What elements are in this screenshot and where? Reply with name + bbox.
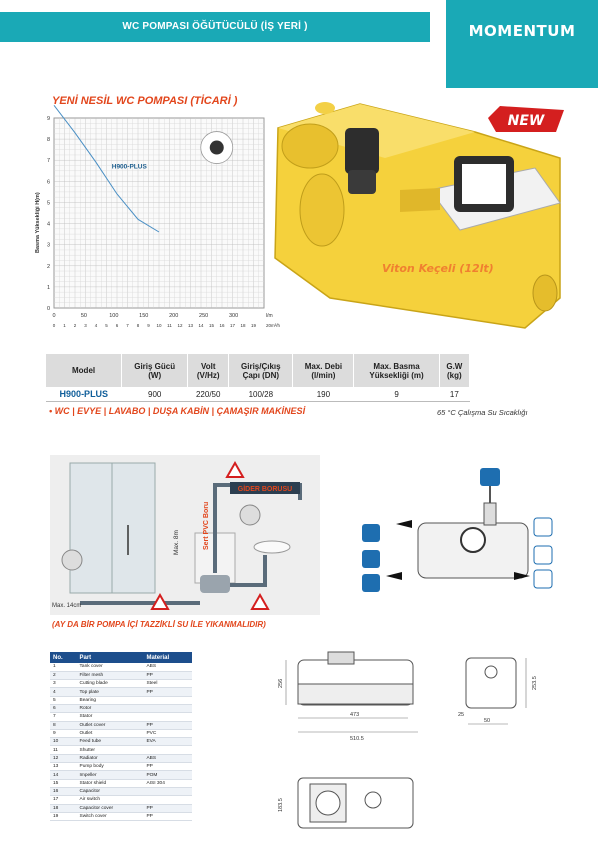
col-power: Giriş Gücü (W): [122, 354, 188, 387]
product-caption: Viton Keçeli (12lt): [382, 262, 494, 275]
parts-col-no: No.: [50, 652, 77, 663]
x-tick-label: 11: [167, 323, 172, 328]
parts-row: [50, 721, 192, 729]
part-no: 1: [50, 663, 77, 671]
x-tick-label: 17: [229, 323, 236, 328]
y-tick-label: 7: [46, 158, 50, 165]
part-material: [143, 787, 192, 795]
part-material: ABS: [143, 663, 192, 671]
parts-row: [50, 763, 192, 771]
col-volt: Volt (V/Hz): [188, 354, 229, 387]
part-name: Feed tube: [77, 738, 144, 746]
part-no: 9: [50, 729, 77, 737]
y-tick-label: 4: [46, 221, 50, 228]
col-weight: G.W (kg): [439, 354, 469, 387]
part-name: Pump body: [77, 763, 144, 771]
x-tick-label: 100: [109, 313, 119, 319]
dim-height: 256: [278, 678, 284, 688]
parts-row: [50, 796, 192, 804]
part-no: 6: [50, 704, 77, 712]
x-tick-label: 15: [208, 323, 215, 328]
part-no: 18: [50, 804, 77, 812]
spec-model: H900-PLUS: [46, 387, 122, 402]
part-name: Rotor: [77, 704, 144, 712]
front-drawing: [258, 650, 448, 745]
rigid-pipe-label: Sert PVC Boru: [203, 501, 210, 550]
parts-row: [50, 812, 192, 820]
col-flow: Max. Debi (l/min): [293, 354, 354, 387]
x-tick-label: 2: [73, 323, 77, 328]
part-material: PP: [143, 812, 192, 820]
x-tick-label: 0: [52, 313, 56, 319]
x-tick-label: 50: [80, 313, 87, 319]
x-tick-label: 150: [139, 313, 149, 319]
y-tick-label: 8: [46, 137, 50, 144]
y-tick-label: 3: [46, 242, 50, 249]
parts-row: [50, 713, 192, 721]
parts-row: [50, 771, 192, 779]
part-name: Stator: [77, 713, 144, 721]
parts-row: [50, 663, 192, 671]
part-no: 10: [50, 738, 77, 746]
installation-diagram: [50, 455, 320, 615]
x-tick-label: 3: [84, 323, 87, 328]
page-title: WC POMPASI ÖĞÜTÜCÜLÜ (İŞ YERİ ): [122, 21, 308, 32]
x-tick-label: 18: [240, 323, 246, 328]
parts-row: [50, 779, 192, 787]
part-name: Tank cover: [77, 663, 144, 671]
parts-row: [50, 688, 192, 696]
series-label: H900-PLUS: [111, 163, 147, 171]
x-tick-label: 13: [187, 323, 194, 328]
connection-diagram: [356, 468, 598, 598]
part-material: PP: [143, 688, 192, 696]
pipe-label: GİDER BORUSU: [237, 486, 293, 493]
side-drawing: [456, 650, 551, 745]
dim-width-total: 510.5: [350, 736, 364, 742]
parts-row: [50, 754, 192, 762]
part-name: Switch cover: [77, 812, 144, 820]
part-name: Stator shield: [77, 779, 144, 787]
part-no: 5: [50, 696, 77, 704]
dim-side: 25: [458, 712, 465, 718]
part-material: EVA: [143, 738, 192, 746]
part-material: PP: [143, 763, 192, 771]
col-head: Max. Basma Yüksekliği (m): [354, 354, 439, 387]
y-tick-label: 2: [46, 263, 50, 270]
part-no: 12: [50, 754, 77, 762]
spec-diameter: 100/28: [229, 387, 293, 402]
x-tick-label: 250: [199, 313, 209, 319]
x-unit-label: 20m³/h: [266, 323, 281, 328]
x-tick-label: 9: [147, 323, 150, 328]
part-name: Outlet: [77, 729, 144, 737]
part-name: Cutting blade: [77, 680, 144, 688]
part-material: PP: [143, 804, 192, 812]
spec-weight: 17: [439, 387, 469, 402]
part-no: 11: [50, 746, 77, 754]
spec-power: 900: [122, 387, 188, 402]
x-tick-label: 16: [219, 323, 225, 328]
part-material: AISI 304: [143, 779, 192, 787]
new-badge-text: NEW: [507, 113, 545, 129]
spec-head: 9: [354, 387, 439, 402]
parts-row: [50, 696, 192, 704]
pump-product-image: [270, 98, 570, 338]
x-tick-label: 10: [156, 323, 162, 328]
x-tick-label: 14: [198, 323, 204, 328]
dim-depth-width: 50: [484, 718, 491, 724]
x-tick-label: 200: [169, 313, 179, 319]
parts-row: [50, 729, 192, 737]
y-tick-label: 9: [46, 116, 50, 122]
usage-list: • WC | EVYE | LAVABO | DUŞA KABİN | ÇAMAŞIR MAKİNESİ: [49, 406, 306, 416]
brand-logo: MOMENTUM: [468, 22, 576, 40]
chart-title: YENİ NESİL WC POMPASI (TİCARİ ): [52, 95, 238, 107]
parts-col-material: Material: [143, 652, 192, 663]
part-material: PP: [143, 671, 192, 679]
dim-depth-height: 253.5: [532, 676, 538, 690]
part-material: PP: [143, 721, 192, 729]
part-name: Filter mesh: [77, 671, 144, 679]
part-material: Steel: [143, 680, 192, 688]
part-name: Shutter: [77, 746, 144, 754]
part-name: Air switch: [77, 796, 144, 804]
y-tick-label: 5: [46, 200, 50, 207]
parts-row: [50, 704, 192, 712]
parts-row: [50, 804, 192, 812]
parts-row: [50, 787, 192, 795]
x-tick-label: 12: [177, 323, 183, 328]
part-name: Top plate: [77, 688, 144, 696]
part-no: 13: [50, 763, 77, 771]
part-name: Outlet cover: [77, 721, 144, 729]
spec-volt: 220/50: [188, 387, 229, 402]
y-tick-label: 1: [46, 284, 50, 291]
part-no: 14: [50, 771, 77, 779]
part-no: 4: [50, 688, 77, 696]
dim-width-inner: 473: [350, 712, 360, 718]
max-length-label: Max. 14cm: [52, 603, 82, 609]
part-material: [143, 796, 192, 804]
x-tick-label: 8: [136, 323, 140, 328]
spec-row: [46, 387, 470, 402]
y-axis-label: Basma Yüksekliği H(m): [35, 192, 41, 253]
x-axis-label: l/m: [266, 313, 273, 319]
dim-plan: 183.5: [278, 798, 284, 812]
part-material: [143, 713, 192, 721]
x-tick-label: 19: [250, 323, 257, 328]
temperature-note: 65 °C Çalışma Su Sıcaklığı: [437, 408, 528, 417]
performance-chart: [30, 110, 281, 332]
part-no: 8: [50, 721, 77, 729]
y-tick-label: 6: [46, 179, 50, 186]
part-name: Radiator: [77, 754, 144, 762]
new-badge: [486, 104, 566, 134]
parts-row: [50, 680, 192, 688]
part-no: 3: [50, 680, 77, 688]
part-no: 17: [50, 796, 77, 804]
col-model: Model: [46, 354, 122, 387]
col-diameter: Giriş/Çıkış Çapı (DN): [229, 354, 293, 387]
part-no: 16: [50, 787, 77, 795]
part-no: 2: [50, 671, 77, 679]
parts-table: [50, 652, 192, 821]
parts-row: [50, 738, 192, 746]
part-material: ABS: [143, 754, 192, 762]
parts-row: [50, 671, 192, 679]
x-tick-label: 4: [94, 323, 98, 328]
part-material: [143, 696, 192, 704]
y-tick-label: 0: [46, 306, 50, 312]
top-drawing: [258, 770, 448, 835]
spec-flow: 190: [293, 387, 354, 402]
parts-col-part: Part: [77, 652, 144, 663]
part-name: Impeller: [77, 771, 144, 779]
brand-box: [446, 0, 598, 88]
part-name: Bearing: [77, 696, 144, 704]
x-tick-label: 6: [115, 323, 119, 328]
part-name: Capacitor cover: [77, 804, 144, 812]
x-tick-label: 7: [126, 323, 129, 328]
part-material: [143, 704, 192, 712]
max-height-label: Max. 8m: [173, 530, 180, 555]
x-tick-label: 1: [63, 323, 66, 328]
part-material: POM: [143, 771, 192, 779]
x-tick-label: 5: [105, 323, 108, 328]
part-no: 7: [50, 713, 77, 721]
x-tick-label: 300: [228, 313, 239, 319]
part-no: 19: [50, 812, 77, 820]
maintenance-note: (AY DA BİR POMPA İÇİ TAZZİKLİ SU İLE YIKANMALIDIR): [52, 620, 266, 629]
part-no: 15: [50, 779, 77, 787]
part-name: Capacitor: [77, 787, 144, 795]
parts-row: [50, 746, 192, 754]
x-tick-label: 0: [52, 323, 56, 328]
part-material: [143, 746, 192, 754]
part-material: PVC: [143, 729, 192, 737]
spec-table: [46, 354, 470, 402]
pump-thumbnail-hub: [210, 141, 224, 155]
